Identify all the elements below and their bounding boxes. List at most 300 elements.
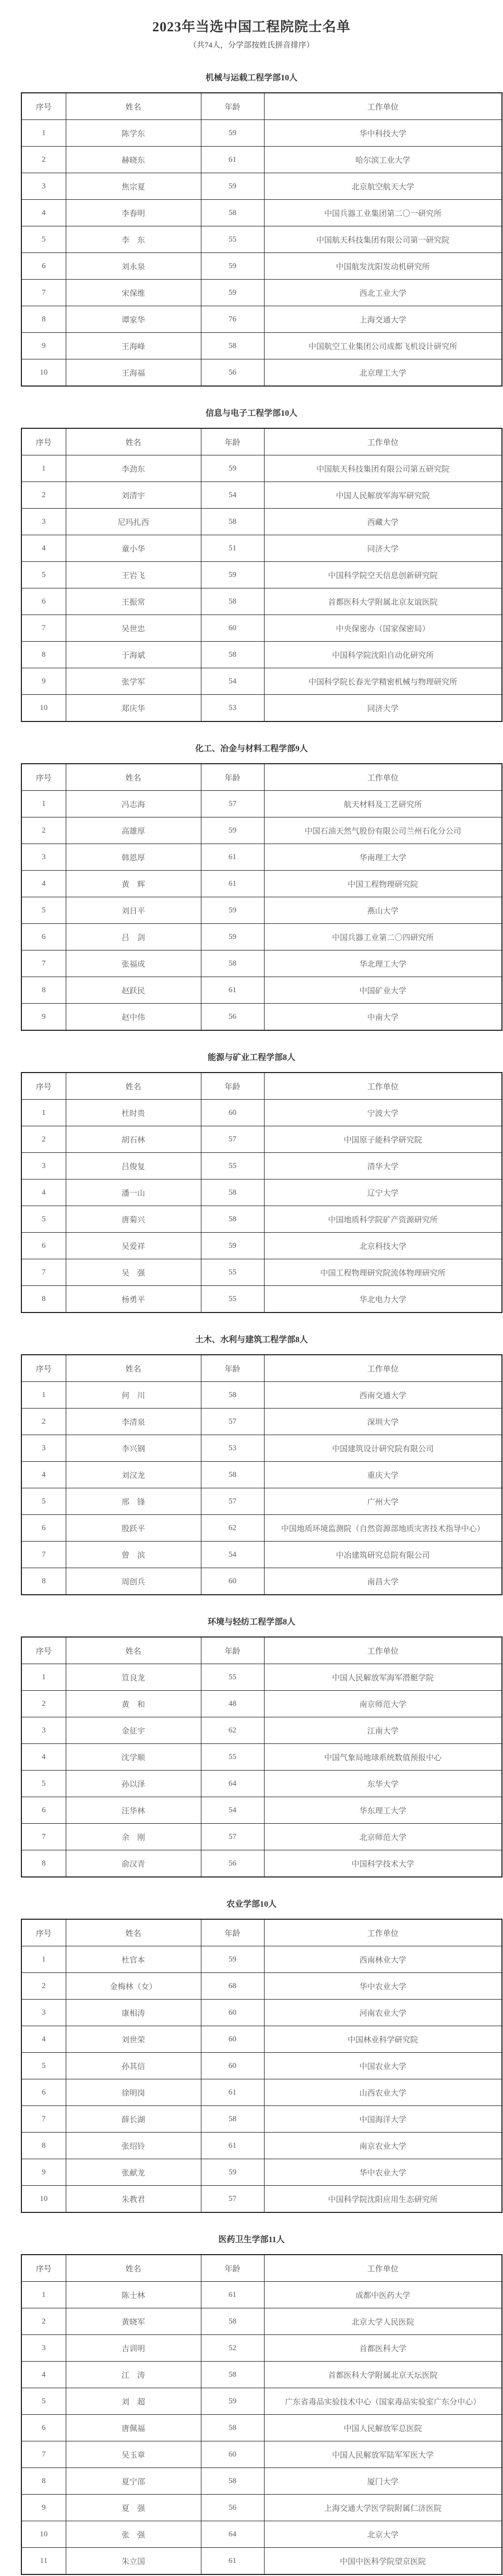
column-header-name: 姓名 (66, 1919, 201, 1946)
cell-index: 3 (21, 2335, 66, 2362)
column-header-workunit: 工作单位 (264, 1919, 502, 1946)
cell-index: 9 (21, 1004, 66, 1031)
cell-age: 58 (201, 2415, 264, 2441)
cell-index: 7 (21, 1824, 66, 1850)
table-row (21, 482, 502, 509)
column-header-workunit: 工作单位 (264, 93, 502, 120)
cell-workunit: 中国航空工业集团公司成都飞机设计研究所 (264, 333, 502, 359)
column-header-age: 年龄 (201, 1355, 264, 1382)
cell-age: 55 (201, 1153, 264, 1179)
table-row (21, 2521, 502, 2548)
department-section (0, 1899, 503, 2213)
department-section (0, 73, 503, 387)
table-row (21, 2388, 502, 2415)
column-header-name: 姓名 (66, 428, 201, 455)
cell-workunit: 中国农业大学 (264, 2053, 502, 2079)
cell-age: 59 (201, 2388, 264, 2415)
cell-workunit: 同济大学 (264, 695, 502, 722)
header-row (21, 428, 502, 455)
column-header-name: 姓名 (66, 1637, 201, 1664)
cell-name: 金征宇 (66, 1717, 201, 1744)
column-header-index: 序号 (21, 1073, 66, 1100)
cell-workunit: 华中农业大学 (264, 1973, 502, 2000)
page-subtitle: （共74人，分学部按姓氏拼音排序） (188, 41, 314, 50)
cell-workunit: 中国人民解放军海军潜艇学院 (264, 1664, 502, 1691)
cell-workunit: 西南林业大学 (264, 1946, 502, 1973)
table-row (21, 1744, 502, 1771)
column-header-index: 序号 (21, 428, 66, 455)
cell-age: 57 (201, 791, 264, 817)
cell-name: 孙以泽 (66, 1771, 201, 1797)
cell-workunit: 中国气象局地球系统数值预报中心 (264, 1744, 502, 1771)
column-header-age: 年龄 (201, 764, 264, 791)
table-row (21, 871, 502, 897)
header-row (21, 2255, 502, 2282)
cell-age: 57 (201, 2186, 264, 2213)
table-row (21, 1259, 502, 1286)
column-header-age: 年龄 (201, 428, 264, 455)
table-row (21, 1004, 502, 1031)
table-row (21, 535, 502, 562)
cell-name: 吴 强 (66, 1259, 201, 1286)
cell-index: 1 (21, 1946, 66, 1973)
cell-name: 王振常 (66, 588, 201, 615)
column-header-index: 序号 (21, 93, 66, 120)
table-row (21, 817, 502, 844)
cell-index: 4 (21, 1179, 66, 1206)
cell-age: 57 (201, 1409, 264, 1435)
cell-age: 60 (201, 2000, 264, 2026)
cell-index: 2 (21, 1691, 66, 1717)
cell-name: 殷跃平 (66, 1515, 201, 1542)
cell-index: 8 (21, 1850, 66, 1877)
cell-age: 62 (201, 1515, 264, 1542)
table-row (21, 1515, 502, 1542)
cell-workunit: 宁波大学 (264, 1100, 502, 1126)
cell-workunit: 上海交通大学医学院附属仁济医院 (264, 2495, 502, 2521)
table-row (21, 1409, 502, 1435)
table-row (21, 455, 502, 482)
table-row (21, 668, 502, 695)
table-row (21, 2053, 502, 2079)
cell-index: 6 (21, 924, 66, 950)
cell-age: 60 (201, 2026, 264, 2053)
cell-age: 61 (201, 871, 264, 897)
cell-name: 王岩飞 (66, 562, 201, 588)
cell-workunit: 北京师范大学 (264, 1824, 502, 1850)
cell-age: 56 (201, 2495, 264, 2521)
cell-workunit: 中国科学技术大学 (264, 1850, 502, 1877)
roster-table (21, 1919, 502, 2213)
table-row (21, 2308, 502, 2335)
cell-workunit: 深圳大学 (264, 1409, 502, 1435)
table-row (21, 2026, 502, 2053)
cell-index: 3 (21, 173, 66, 200)
cell-workunit: 华东理工大学 (264, 1797, 502, 1824)
cell-age: 60 (201, 1568, 264, 1595)
cell-index: 5 (21, 226, 66, 253)
table-row (21, 1771, 502, 1797)
cell-name: 杨勇平 (66, 1286, 201, 1313)
cell-age: 56 (201, 1850, 264, 1877)
cell-workunit: 西北工业大学 (264, 280, 502, 306)
column-header-workunit: 工作单位 (264, 2255, 502, 2282)
cell-index: 10 (21, 2521, 66, 2548)
cell-name: 李春明 (66, 200, 201, 226)
roster-table (21, 763, 502, 1031)
cell-name: 刘日平 (66, 897, 201, 924)
cell-name: 赵中伟 (66, 1004, 201, 1031)
cell-name: 刘 超 (66, 2388, 201, 2415)
table-row (21, 2468, 502, 2495)
table-row (21, 120, 502, 147)
column-header-index: 序号 (21, 1919, 66, 1946)
cell-index: 2 (21, 482, 66, 509)
cell-age: 53 (201, 695, 264, 722)
table-row (21, 950, 502, 977)
cell-workunit: 华南理工大学 (264, 844, 502, 871)
cell-name: 王海峰 (66, 333, 201, 359)
cell-age: 53 (201, 1435, 264, 1462)
cell-name: 陈学东 (66, 120, 201, 147)
cell-age: 55 (201, 1259, 264, 1286)
cell-age: 59 (201, 924, 264, 950)
section-title: 机械与运载工程学部10人 (205, 74, 297, 82)
cell-workunit: 山西农业大学 (264, 2079, 502, 2106)
table-row (21, 1797, 502, 1824)
table-row (21, 1286, 502, 1313)
cell-index: 7 (21, 1259, 66, 1286)
cell-workunit: 北京大学人民医院 (264, 2308, 502, 2335)
column-header-index: 序号 (21, 764, 66, 791)
column-header-age: 年龄 (201, 1919, 264, 1946)
cell-name: 徐明岗 (66, 2079, 201, 2106)
department-section (0, 1052, 503, 1313)
table-row (21, 695, 502, 722)
cell-name: 张献龙 (66, 2159, 201, 2186)
cell-age: 58 (201, 2106, 264, 2133)
cell-name: 谭家华 (66, 306, 201, 333)
cell-age: 59 (201, 897, 264, 924)
cell-index: 10 (21, 2186, 66, 2213)
cell-workunit: 中国科学院沈阳应用生态研究所 (264, 2186, 502, 2213)
cell-name: 冯志海 (66, 791, 201, 817)
table-row (21, 791, 502, 817)
table-row (21, 1946, 502, 1973)
cell-workunit: 中南大学 (264, 1004, 502, 1031)
cell-workunit: 中国矿业大学 (264, 977, 502, 1004)
cell-age: 56 (201, 1004, 264, 1031)
cell-workunit: 中冶建筑研究总院有限公司 (264, 1542, 502, 1568)
cell-workunit: 中国兵器工业第二〇四研究所 (264, 924, 502, 950)
cell-workunit: 华北电力大学 (264, 1286, 502, 1313)
cell-name: 唐佩福 (66, 2415, 201, 2441)
cell-workunit: 首都医科大学附属北京天坛医院 (264, 2362, 502, 2388)
roster-table (21, 2254, 502, 2575)
cell-index: 9 (21, 333, 66, 359)
cell-age: 52 (201, 2335, 264, 2362)
cell-workunit: 南京农业大学 (264, 2133, 502, 2159)
cell-name: 刘世荣 (66, 2026, 201, 2053)
cell-index: 4 (21, 1462, 66, 1488)
cell-workunit: 中国海洋大学 (264, 2106, 502, 2133)
cell-age: 54 (201, 668, 264, 695)
cell-workunit: 中国地质环境监测院（自然资源部地质灾害技术指导中心） (264, 1515, 502, 1542)
cell-workunit: 江南大学 (264, 1717, 502, 1744)
cell-age: 56 (201, 359, 264, 387)
cell-workunit: 中国石油天然气股份有限公司兰州石化分公司 (264, 817, 502, 844)
cell-age: 60 (201, 2441, 264, 2468)
sections-container (0, 73, 503, 2575)
cell-workunit: 中国工程物理研究院 (264, 871, 502, 897)
header-row (21, 1919, 502, 1946)
cell-workunit: 西南交通大学 (264, 1382, 502, 1409)
department-section (0, 1334, 503, 1595)
table-row (21, 2362, 502, 2388)
cell-name: 吴世忠 (66, 615, 201, 642)
cell-index: 5 (21, 2388, 66, 2415)
cell-index: 1 (21, 1382, 66, 1409)
cell-workunit: 华北理工大学 (264, 950, 502, 977)
cell-index: 7 (21, 1542, 66, 1568)
column-header-workunit: 工作单位 (264, 428, 502, 455)
cell-name: 笪良龙 (66, 1664, 201, 1691)
column-header-workunit: 工作单位 (264, 1073, 502, 1100)
cell-workunit: 西藏大学 (264, 509, 502, 535)
cell-name: 吕 剑 (66, 924, 201, 950)
cell-age: 57 (201, 1488, 264, 1515)
cell-age: 59 (201, 817, 264, 844)
cell-name: 张福成 (66, 950, 201, 977)
cell-name: 夏宁邵 (66, 2468, 201, 2495)
cell-age: 58 (201, 333, 264, 359)
cell-index: 6 (21, 1233, 66, 1259)
cell-workunit: 中国航发沈阳发动机研究所 (264, 253, 502, 280)
cell-age: 58 (201, 2468, 264, 2495)
cell-index: 8 (21, 2133, 66, 2159)
cell-workunit: 中国建筑设计研究院有限公司 (264, 1435, 502, 1462)
cell-index: 2 (21, 1126, 66, 1153)
roster-table (21, 1354, 502, 1595)
cell-name: 余 刚 (66, 1824, 201, 1850)
header-row (21, 1637, 502, 1664)
cell-name: 李劲东 (66, 455, 201, 482)
cell-workunit: 中国航天科技集团有限公司第一研究院 (264, 226, 502, 253)
cell-age: 55 (201, 1744, 264, 1771)
table-row (21, 1717, 502, 1744)
cell-age: 58 (201, 2362, 264, 2388)
cell-index: 6 (21, 2079, 66, 2106)
department-section (0, 743, 503, 1031)
table-row (21, 1126, 502, 1153)
cell-name: 于海斌 (66, 642, 201, 668)
cell-index: 2 (21, 1973, 66, 2000)
cell-workunit: 东华大学 (264, 1771, 502, 1797)
cell-age: 59 (201, 562, 264, 588)
cell-age: 57 (201, 1126, 264, 1153)
cell-index: 4 (21, 200, 66, 226)
column-header-workunit: 工作单位 (264, 764, 502, 791)
cell-age: 62 (201, 1717, 264, 1744)
cell-age: 58 (201, 1179, 264, 1206)
table-row (21, 2000, 502, 2026)
table-row (21, 2441, 502, 2468)
column-header-workunit: 工作单位 (264, 1637, 502, 1664)
cell-age: 59 (201, 173, 264, 200)
cell-age: 55 (201, 1286, 264, 1313)
table-row (21, 226, 502, 253)
cell-age: 55 (201, 226, 264, 253)
header-row (21, 764, 502, 791)
cell-age: 64 (201, 2521, 264, 2548)
roster-table (21, 92, 502, 387)
cell-name: 胡石林 (66, 1126, 201, 1153)
cell-workunit: 北京航空航天大学 (264, 173, 502, 200)
table-row (21, 2133, 502, 2159)
cell-age: 59 (201, 280, 264, 306)
cell-name: 杜官本 (66, 1946, 201, 1973)
cell-name: 周创兵 (66, 1568, 201, 1595)
cell-name: 邢 锋 (66, 1488, 201, 1515)
cell-workunit: 南昌大学 (264, 1568, 502, 1595)
cell-workunit: 首都医科大学附属北京友谊医院 (264, 588, 502, 615)
table-row (21, 588, 502, 615)
cell-index: 2 (21, 817, 66, 844)
cell-index: 6 (21, 1797, 66, 1824)
cell-name: 宋保维 (66, 280, 201, 306)
table-row (21, 2282, 502, 2308)
cell-age: 54 (201, 482, 264, 509)
cell-age: 48 (201, 1691, 264, 1717)
table-row (21, 2106, 502, 2133)
table-row (21, 562, 502, 588)
cell-age: 59 (201, 120, 264, 147)
cell-name: 张 强 (66, 2521, 201, 2548)
cell-age: 58 (201, 1462, 264, 1488)
table-row (21, 1382, 502, 1409)
cell-workunit: 哈尔滨工业大学 (264, 147, 502, 173)
cell-workunit: 辽宁大学 (264, 1179, 502, 1206)
cell-name: 黄晓军 (66, 2308, 201, 2335)
section-title: 化工、冶金与材料工程学部9人 (195, 744, 308, 753)
table-row (21, 897, 502, 924)
cell-age: 54 (201, 1797, 264, 1824)
cell-age: 58 (201, 200, 264, 226)
column-header-index: 序号 (21, 1637, 66, 1664)
table-row (21, 306, 502, 333)
cell-age: 58 (201, 950, 264, 977)
table-row (21, 1568, 502, 1595)
cell-index: 5 (21, 1206, 66, 1233)
header-row (21, 93, 502, 120)
cell-age: 57 (201, 1824, 264, 1850)
cell-workunit: 中国工程物理研究院流体物理研究所 (264, 1259, 502, 1286)
cell-age: 68 (201, 1973, 264, 2000)
cell-name: 朱教君 (66, 2186, 201, 2213)
table-row (21, 333, 502, 359)
cell-age: 61 (201, 844, 264, 871)
cell-index: 7 (21, 950, 66, 977)
cell-name: 赫晓东 (66, 147, 201, 173)
cell-index: 7 (21, 280, 66, 306)
cell-index: 4 (21, 871, 66, 897)
cell-age: 54 (201, 1542, 264, 1568)
section-title: 环境与轻纺工程学部8人 (207, 1618, 295, 1627)
cell-index: 7 (21, 615, 66, 642)
cell-index: 7 (21, 2441, 66, 2468)
section-title: 农业学部10人 (226, 1900, 277, 1909)
cell-workunit: 北京理工大学 (264, 359, 502, 387)
cell-name: 汪华林 (66, 1797, 201, 1824)
table-row (21, 280, 502, 306)
cell-workunit: 中国中医科学院望京医院 (264, 2548, 502, 2575)
cell-name: 朱立国 (66, 2548, 201, 2575)
cell-workunit: 首都医科大学 (264, 2335, 502, 2362)
cell-age: 58 (201, 1206, 264, 1233)
cell-index: 8 (21, 306, 66, 333)
cell-age: 61 (201, 2282, 264, 2308)
cell-index: 9 (21, 2495, 66, 2521)
cell-workunit: 广州大学 (264, 1488, 502, 1515)
header-row (21, 1355, 502, 1382)
cell-name: 韩恩厚 (66, 844, 201, 871)
cell-name: 曾 滨 (66, 1542, 201, 1568)
cell-age: 60 (201, 2053, 264, 2079)
cell-name: 薛长湖 (66, 2106, 201, 2133)
cell-index: 3 (21, 509, 66, 535)
cell-name: 唐菊兴 (66, 1206, 201, 1233)
cell-index: 6 (21, 2415, 66, 2441)
cell-workunit: 燕山大学 (264, 897, 502, 924)
cell-name: 高雄厚 (66, 817, 201, 844)
table-row (21, 2079, 502, 2106)
cell-index: 1 (21, 120, 66, 147)
cell-workunit: 厦门大学 (264, 2468, 502, 2495)
cell-name: 刘永泉 (66, 253, 201, 280)
table-row (21, 1542, 502, 1568)
column-header-age: 年龄 (201, 1637, 264, 1664)
column-header-name: 姓名 (66, 93, 201, 120)
cell-workunit: 中央保密办（国家保密局） (264, 615, 502, 642)
cell-workunit: 中国人民解放军总医院 (264, 2415, 502, 2441)
cell-index: 10 (21, 359, 66, 387)
table-row (21, 1100, 502, 1126)
department-section (0, 1617, 503, 1877)
cell-age: 59 (201, 2159, 264, 2186)
table-row (21, 2335, 502, 2362)
department-section (0, 2234, 503, 2575)
cell-workunit: 中国林业科学研究院 (264, 2026, 502, 2053)
cell-age: 61 (201, 977, 264, 1004)
cell-index: 5 (21, 1488, 66, 1515)
cell-index: 1 (21, 1664, 66, 1691)
cell-index: 11 (21, 2548, 66, 2575)
cell-name: 张学军 (66, 668, 201, 695)
cell-name: 江 涛 (66, 2362, 201, 2388)
cell-index: 3 (21, 844, 66, 871)
cell-index: 3 (21, 2000, 66, 2026)
cell-name: 黄 和 (66, 1691, 201, 1717)
cell-workunit: 中国地质科学院矿产资源研究所 (264, 1206, 502, 1233)
table-row (21, 359, 502, 387)
table-row (21, 1206, 502, 1233)
cell-workunit: 河南农业大学 (264, 2000, 502, 2026)
cell-name: 李清泉 (66, 1409, 201, 1435)
cell-workunit: 中国航天科技集团有限公司第五研究院 (264, 455, 502, 482)
cell-index: 6 (21, 588, 66, 615)
cell-name: 吕俊复 (66, 1153, 201, 1179)
cell-workunit: 广东省毒品实验技术中心（国家毒品实验室广东分中心） (264, 2388, 502, 2415)
